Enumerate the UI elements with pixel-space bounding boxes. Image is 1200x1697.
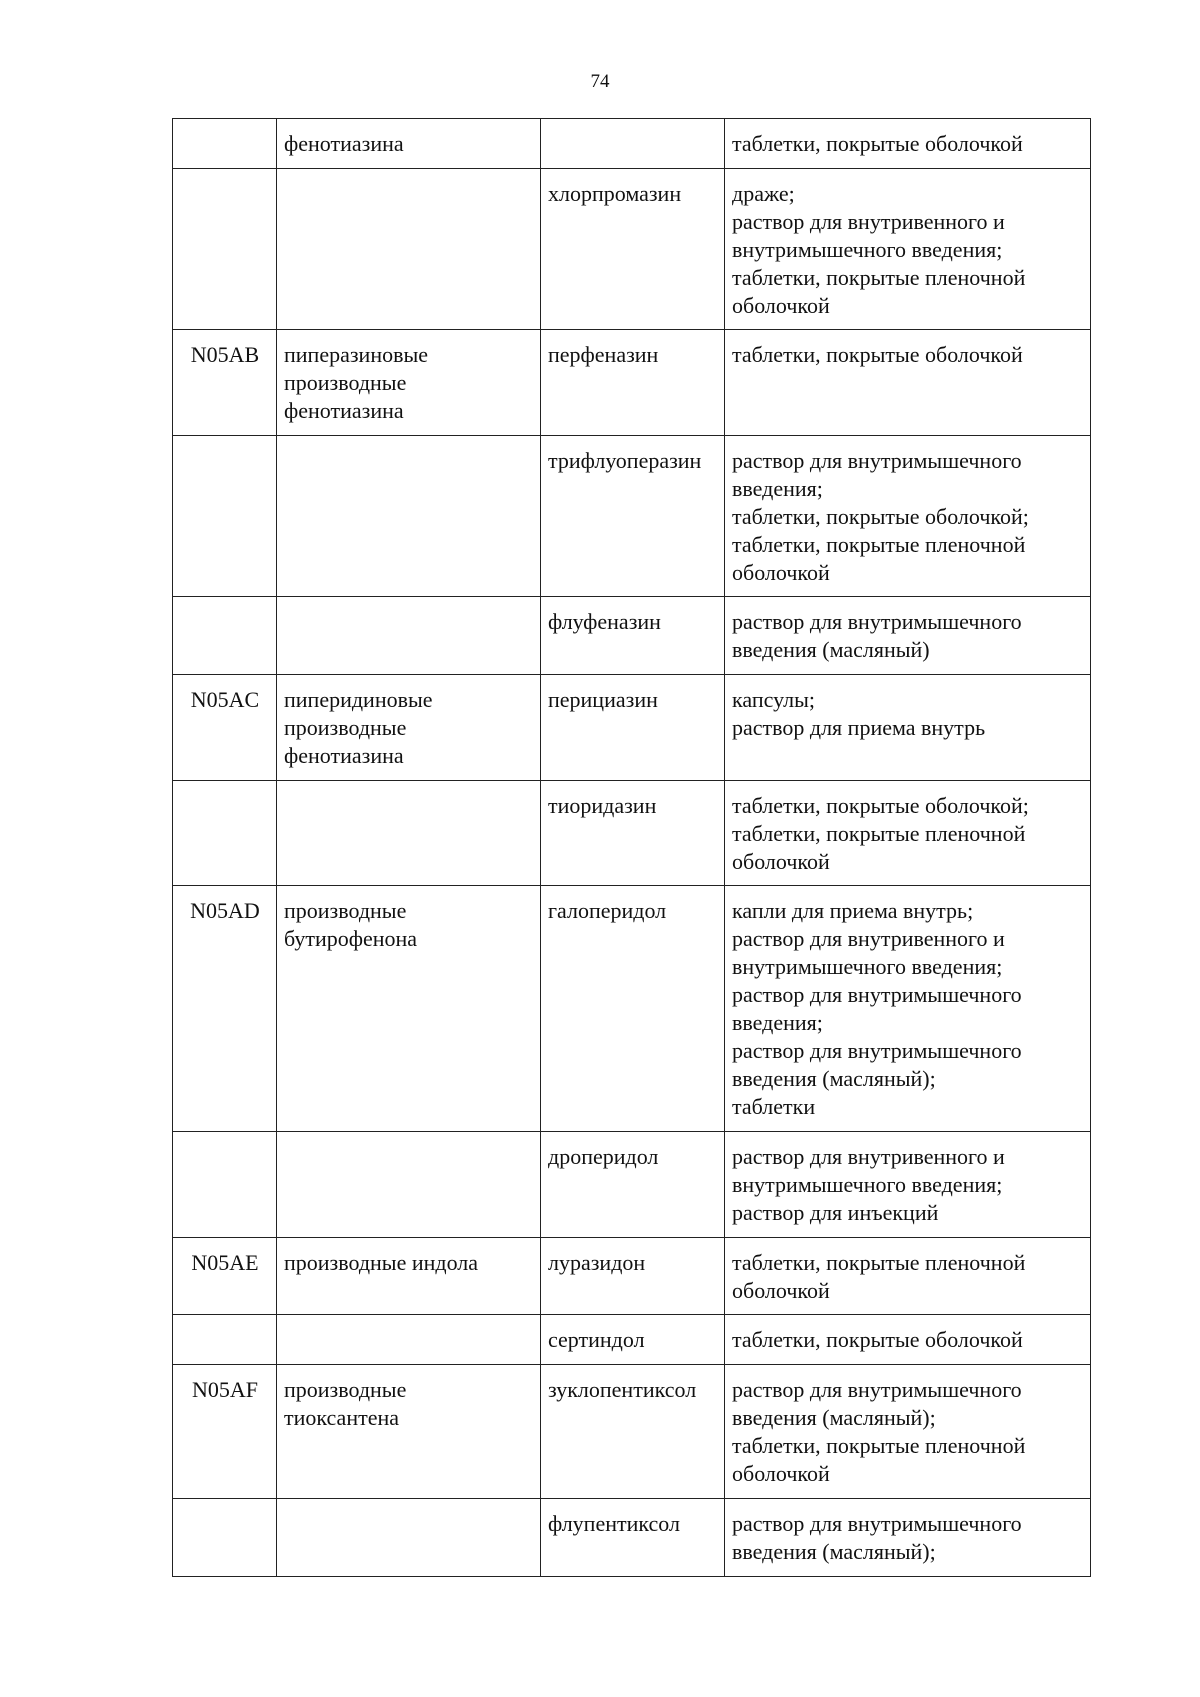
dosage-form-line: таблетки, покрытые оболочкой; [732,504,1029,529]
pharm-group-cell [277,169,541,330]
pharm-group-line: производные [284,1377,407,1402]
pharm-group-line: производные [284,898,407,923]
table-row [173,1315,1091,1365]
pharm-group-cell [277,781,541,886]
dosage-form-line: таблетки, покрытые пленочной [732,1250,1026,1275]
atc-code-cell [173,1499,277,1577]
table-row [173,781,1091,886]
drug-name-cell: сертиндол [541,1315,725,1365]
dosage-form-line: раствор для внутривенного и [732,1144,1005,1169]
drug-name-cell: луразидон [541,1238,725,1315]
pharm-group-line: бутирофенона [284,926,418,951]
dosage-form-cell [725,1315,1091,1365]
dosage-form-line: раствор для внутривенного и [732,209,1005,234]
dosage-form-line: внутримышечного введения; [732,237,1003,262]
drug-name-cell: трифлуоперазин [541,436,725,597]
pharm-group-line: производные [284,715,407,740]
dosage-form-cell [725,1365,1091,1499]
pharm-group-cell [277,436,541,597]
table-row [173,169,1091,330]
pharm-group-line: фенотиазина [284,131,404,156]
drug-name-cell: хлорпромазин [541,169,725,330]
dosage-form-line: введения (масляный) [732,637,930,662]
pharm-group-cell [277,597,541,675]
pharm-group-cell [277,1499,541,1577]
dosage-form-line: раствор для инъекций [732,1200,939,1225]
dosage-form-cell [725,597,1091,675]
drug-name-cell: галоперидол [541,886,725,1132]
dosage-form-cell [725,436,1091,597]
dosage-form-line: драже; [732,181,795,206]
pharm-group-cell [277,886,541,1132]
dosage-form-cell [725,169,1091,330]
atc-code-cell [173,169,277,330]
pharm-group-cell [277,330,541,436]
dosage-form-cell [725,781,1091,886]
pharm-group-cell [277,1238,541,1315]
drug-name-cell: флупентиксол [541,1499,725,1577]
pharm-group-line: производные [284,370,407,395]
pharm-group-cell [277,119,541,169]
dosage-form-cell [725,1499,1091,1577]
dosage-form-line: таблетки, покрытые оболочкой [732,1327,1023,1352]
table-row [173,1365,1091,1499]
pharm-group-line: тиоксантена [284,1405,400,1430]
table-row [173,1499,1091,1577]
atc-code-cell [173,781,277,886]
dosage-form-line: оболочкой [732,560,830,585]
dosage-form-line: таблетки, покрытые пленочной [732,821,1026,846]
pharm-group-line: фенотиазина [284,743,404,768]
dosage-form-line: таблетки [732,1094,816,1119]
table-row [173,330,1091,436]
pharm-group-cell [277,1132,541,1238]
dosage-form-line: раствор для внутримышечного [732,609,1022,634]
dosage-form-line: таблетки, покрытые оболочкой [732,131,1023,156]
drug-name-cell: дроперидол [541,1132,725,1238]
pharm-group-line: пиперазиновые [284,342,429,367]
dosage-form-cell [725,886,1091,1132]
drug-table [172,118,1091,1577]
pharm-group-cell [277,1365,541,1499]
table-row [173,597,1091,675]
dosage-form-cell [725,119,1091,169]
table-row [173,1132,1091,1238]
drug-name-cell: флуфеназин [541,597,725,675]
dosage-form-line: таблетки, покрытые оболочкой; [732,793,1029,818]
table-row [173,436,1091,597]
dosage-form-line: оболочкой [732,849,830,874]
table-row [173,119,1091,169]
dosage-form-line: раствор для внутримышечного [732,1377,1022,1402]
table-row [173,886,1091,1132]
pharm-group-line: производные индола [284,1250,479,1275]
dosage-form-line: внутримышечного введения; [732,954,1003,979]
dosage-form-line: таблетки, покрытые пленочной [732,1433,1026,1458]
atc-code-cell: N05AE [173,1238,277,1315]
table-row [173,1238,1091,1315]
dosage-form-line: оболочкой [732,1461,830,1486]
drug-name-cell: тиоридазин [541,781,725,886]
atc-code-cell [173,597,277,675]
pharm-group-line: фенотиазина [284,398,404,423]
drug-name-cell: перфеназин [541,330,725,436]
atc-code-cell: N05AB [173,330,277,436]
dosage-form-cell [725,330,1091,436]
dosage-form-line: введения (масляный); [732,1405,936,1430]
dosage-form-line: введения; [732,476,823,501]
dosage-form-line: оболочкой [732,1278,830,1303]
dosage-form-line: введения; [732,1010,823,1035]
atc-code-cell: N05AD [173,886,277,1132]
dosage-form-cell [725,675,1091,781]
drug-name-cell: перициазин [541,675,725,781]
table-body [173,119,1091,1577]
drug-name-cell: зуклопентиксол [541,1365,725,1499]
atc-code-cell: N05AC [173,675,277,781]
dosage-form-line: раствор для внутримышечного [732,1511,1022,1536]
dosage-form-line: таблетки, покрытые оболочкой [732,342,1023,367]
dosage-form-line: таблетки, покрытые пленочной [732,532,1026,557]
atc-code-cell [173,119,277,169]
dosage-form-line: таблетки, покрытые пленочной [732,265,1026,290]
dosage-form-cell [725,1132,1091,1238]
pharm-group-line: пиперидиновые [284,687,433,712]
dosage-form-line: раствор для внутримышечного [732,448,1022,473]
atc-code-cell: N05AF [173,1365,277,1499]
dosage-form-line: оболочкой [732,293,830,318]
dosage-form-cell [725,1238,1091,1315]
dosage-form-line: раствор для внутримышечного [732,982,1022,1007]
page-number: 74 [590,71,610,92]
dosage-form-line: введения (масляный); [732,1539,936,1564]
dosage-form-line: раствор для приема внутрь [732,715,986,740]
dosage-form-line: введения (масляный); [732,1066,936,1091]
atc-code-cell [173,1132,277,1238]
table-row [173,675,1091,781]
atc-code-cell [173,436,277,597]
dosage-form-line: внутримышечного введения; [732,1172,1003,1197]
pharm-group-cell [277,675,541,781]
dosage-form-line: капли для приема внутрь; [732,898,974,923]
pharm-group-cell [277,1315,541,1365]
dosage-form-line: капсулы; [732,687,815,712]
dosage-form-line: раствор для внутривенного и [732,926,1005,951]
dosage-form-line: раствор для внутримышечного [732,1038,1022,1063]
atc-code-cell [173,1315,277,1365]
drug-name-cell [541,119,725,169]
